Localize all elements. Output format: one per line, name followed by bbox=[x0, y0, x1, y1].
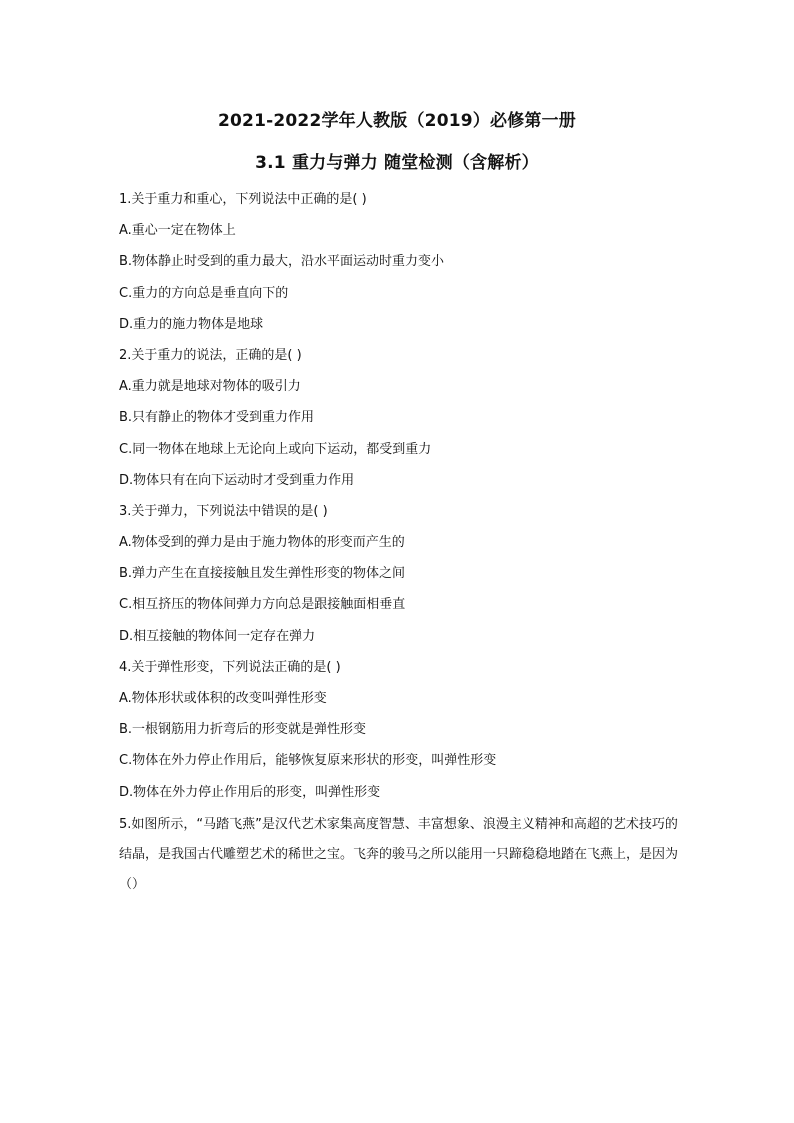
question-stem: 3.关于弹力，下列说法中错误的是( ) bbox=[119, 503, 328, 519]
question-stem: 1.关于重力和重心，下列说法中正确的是( ) bbox=[119, 192, 367, 207]
option-a: A.重力就是地球对物体的吸引力 bbox=[119, 379, 301, 395]
option-b: B.物体静止时受到的重力最大，沿水平面运动时重力变小 bbox=[119, 254, 445, 270]
option-d: D.重力的施力物体是地球 bbox=[119, 316, 264, 332]
question-1 bbox=[119, 184, 679, 340]
option-a: A.物体受到的弹力是由于施力物体的形变而产生的 bbox=[119, 535, 405, 551]
question-stem: 4.关于弹性形变，下列说法正确的是( ) bbox=[119, 659, 341, 675]
option-d: D.物体只有在向下运动时才受到重力作用 bbox=[119, 472, 355, 488]
option-c: C.相互挤压的物体间弹力方向总是跟接触面相垂直 bbox=[119, 597, 406, 613]
option-a: A.物体形状或体积的改变叫弹性形变 bbox=[119, 691, 327, 706]
question-stem: 2.关于重力的说法，正确的是( ) bbox=[119, 347, 302, 363]
option-d: D.相互接触的物体间一定存在弹力 bbox=[119, 628, 316, 644]
option-a: A.重心一定在物体上 bbox=[119, 223, 236, 239]
option-c: C.物体在外力停止作用后，能够恢复原来形状的形变，叫弹性形变 bbox=[119, 753, 497, 769]
option-c: C.重力的方向总是垂直向下的 bbox=[119, 285, 289, 301]
document-title: 2021-2022学年人教版（2019）必修第一册 bbox=[218, 111, 576, 131]
question-4 bbox=[119, 652, 679, 808]
option-b: B.弹力产生在直接接触且发生弹性形变的物体之间 bbox=[119, 566, 406, 582]
question-3 bbox=[119, 496, 679, 652]
question-stem: 5.如图所示，“马踏飞燕”是汉代艺术家集高度智慧、丰富想象、浪漫主义精神和高超的艺术技巧的结晶，是我国古代雕塑艺术的稀世之宝。飞奔的骏马之所以能用一只蹄稳稳地踏在飞燕上，是因为（） bbox=[119, 816, 679, 892]
question-5 bbox=[119, 810, 679, 900]
question-2 bbox=[119, 340, 679, 496]
option-b: B.一根钢筋用力折弯后的形变就是弹性形变 bbox=[119, 722, 367, 738]
option-c: C.同一物体在地球上无论向上或向下运动，都受到重力 bbox=[119, 441, 432, 457]
option-d: D.物体在外力停止作用后的形变，叫弹性形变 bbox=[119, 784, 381, 800]
document-subtitle: 3.1 重力与弹力 随堂检测（含解析） bbox=[255, 153, 539, 173]
question-list bbox=[119, 184, 679, 900]
option-b: B.只有静止的物体才受到重力作用 bbox=[119, 410, 315, 426]
